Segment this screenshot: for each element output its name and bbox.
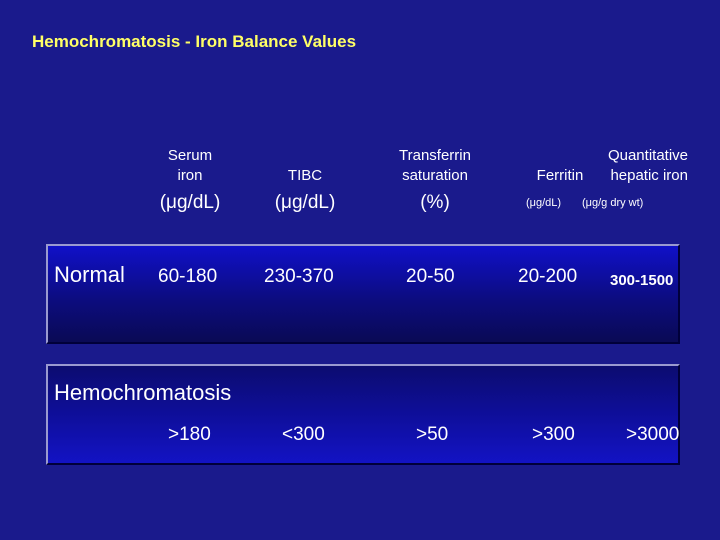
row-label-normal: Normal [54,262,125,287]
unit-transferrin: (%) [420,192,450,213]
normal-row-panel [46,244,680,344]
hemo-transferrin-value: >50 [416,424,449,445]
normal-transferrin-value: 20-50 [406,266,455,287]
unit-ferritin: (μg/dL) [526,197,562,209]
header-quantitative: Quantitative [607,147,688,164]
header-hepatic-iron: hepatic iron [610,167,688,184]
header-serum-line1: Serum [167,147,213,164]
hemo-ferritin-value: >300 [532,424,575,445]
unit-serum-iron: (μg/dL) [159,192,221,213]
header-tibc: TIBC [287,167,323,184]
normal-hepatic-iron-value: 300-1500 [610,272,674,289]
normal-serum-iron-value: 60-180 [158,266,218,287]
header-transferrin-line2: saturation [402,167,468,184]
normal-ferritin-value: 20-200 [518,266,578,287]
header-ferritin: Ferritin [536,167,584,184]
normal-tibc-value: 230-370 [264,266,334,287]
header-transferrin-line1: Transferrin [399,147,471,164]
hemo-tibc-value: <300 [282,424,325,445]
header-transferrin-saturation [385,146,485,186]
unit-tibc: (μg/dL) [274,192,336,213]
row-label-hemochromatosis: Hemochromatosis [54,380,232,405]
hemo-hepatic-iron-value: >3000 [626,424,680,445]
slide-title: Hemochromatosis - Iron Balance Values [32,32,357,51]
hemo-serum-iron-value: >180 [168,424,211,445]
header-serum-iron [160,146,220,186]
unit-hepatic-iron: (μg/g dry wt) [582,197,644,209]
header-serum-line2: iron [177,167,203,184]
